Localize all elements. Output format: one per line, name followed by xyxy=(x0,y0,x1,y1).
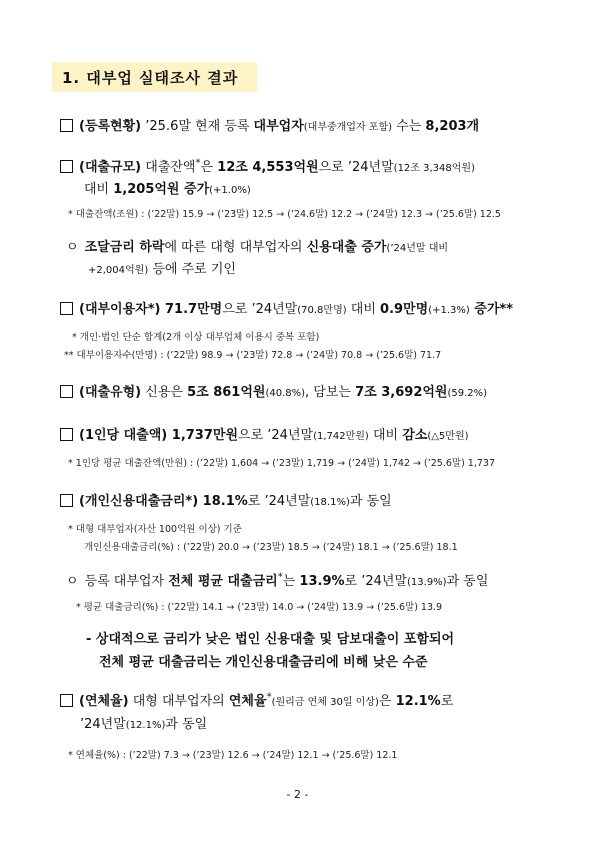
item-credit-rate: (개인신용대출금리*) 18.1%로 ’24년말(18.1%)과 동일 xyxy=(60,490,392,509)
item-loan-type: (대출유형) 신용은 5조 861억원(40.8%), 담보는 7조 3,692억원(59.2%) xyxy=(60,381,487,400)
per-person-note: * 1인당 평균 대출잔액(만원) : (’22말) 1,604 → (’23말) 1,719 → (’24말) 1,742 → (’25.6말) 1,737 xyxy=(68,458,495,469)
item-delinquency-line2: ’24년말(12.1%)과 동일 xyxy=(80,717,208,732)
checkbox-square-icon xyxy=(60,385,73,398)
credit-rate-note-2: 개인신용대출금리(%) : (’22말) 20.0 → (’23말) 18.5 → (’24말) 18.1 → (’25.6말) 18.1 xyxy=(84,542,458,553)
item-delinquency: (연체율) 대형 대부업자의 연체율*(원리금 연체 30일 이상)은 12.1%로 xyxy=(60,690,453,709)
checkbox-square-icon xyxy=(60,119,73,132)
item-borrowers: (대부이용자*) 71.7만명으로 ’24년말(70.8만명) 대비 0.9만명(+1.3%) 증가** xyxy=(60,298,513,317)
loan-size-cause-line2: +2,004억원) 등에 주로 기인 xyxy=(88,262,236,277)
item-registration: (등록현황) ’25.6말 현재 등록 대부업자(대부중개업자 포함) 수는 8,203개 xyxy=(60,115,479,134)
average-rate: ㅇ 등록 대부업자 전체 평균 대출금리*는 13.9%로 ’24년말(13.9%)과 동일 xyxy=(66,571,489,589)
average-rate-note: * 평균 대출금리(%) : (’22말) 14.1 → (’23말) 14.0 → (’24말) 13.9 → (’25.6말) 13.9 xyxy=(76,602,443,613)
delinquency-note: * 연체율(%) : (’22말) 7.3 → (’23말) 12.6 → (’24말) 12.1 → (’25.6말) 12.1 xyxy=(68,750,398,761)
credit-rate-note-1: * 대형 대부업자(자산 100억원 이상) 기준 xyxy=(68,524,242,535)
item-loan-size-line2: 대비 1,205억원 증가(+1.0%) xyxy=(84,182,251,197)
checkbox-square-icon xyxy=(60,428,73,441)
loan-size-cause: ㅇ 조달금리 하락에 따른 대형 대부업자의 신용대출 증가(’24년말 대비 xyxy=(66,240,449,255)
loan-size-note: * 대출잔액(조원) : (’22말) 15.9 → (’23말) 12.5 → (’24.6말) 12.2 → (’24말) 12.3 → (’25.6말) 12.5 xyxy=(68,209,501,220)
checkbox-square-icon xyxy=(60,302,73,315)
section-title: 1. 대부업 실태조사 결과 xyxy=(62,69,239,87)
average-rate-explain-2: 전체 평균 대출금리는 개인신용대출금리에 비해 낮은 수준 xyxy=(99,655,428,670)
page-number: - 2 - xyxy=(286,788,309,801)
borrowers-note-1: * 개인·법인 단순 합계(2개 이상 대부업체 이용시 중복 포함) xyxy=(72,332,320,343)
checkbox-square-icon xyxy=(60,694,73,707)
average-rate-explain-1: - 상대적으로 금리가 낮은 법인 신용대출 및 담보대출이 포함되어 xyxy=(86,632,455,647)
item-loan-size: (대출규모) 대출잔액*은 12조 4,553억원으로 ’24년말(12조 3,348억원) xyxy=(60,156,475,175)
borrowers-note-2: ** 대부이용자수(만명) : (’22말) 98.9 → (’23말) 72.8 → (’24말) 70.8 → (’25.6말) 71.7 xyxy=(64,350,442,361)
checkbox-square-icon xyxy=(60,494,73,507)
item-per-person: (1인당 대출액) 1,737만원으로 ’24년말(1,742만원) 대비 감소(△5만원) xyxy=(60,424,469,443)
checkbox-square-icon xyxy=(60,160,73,173)
